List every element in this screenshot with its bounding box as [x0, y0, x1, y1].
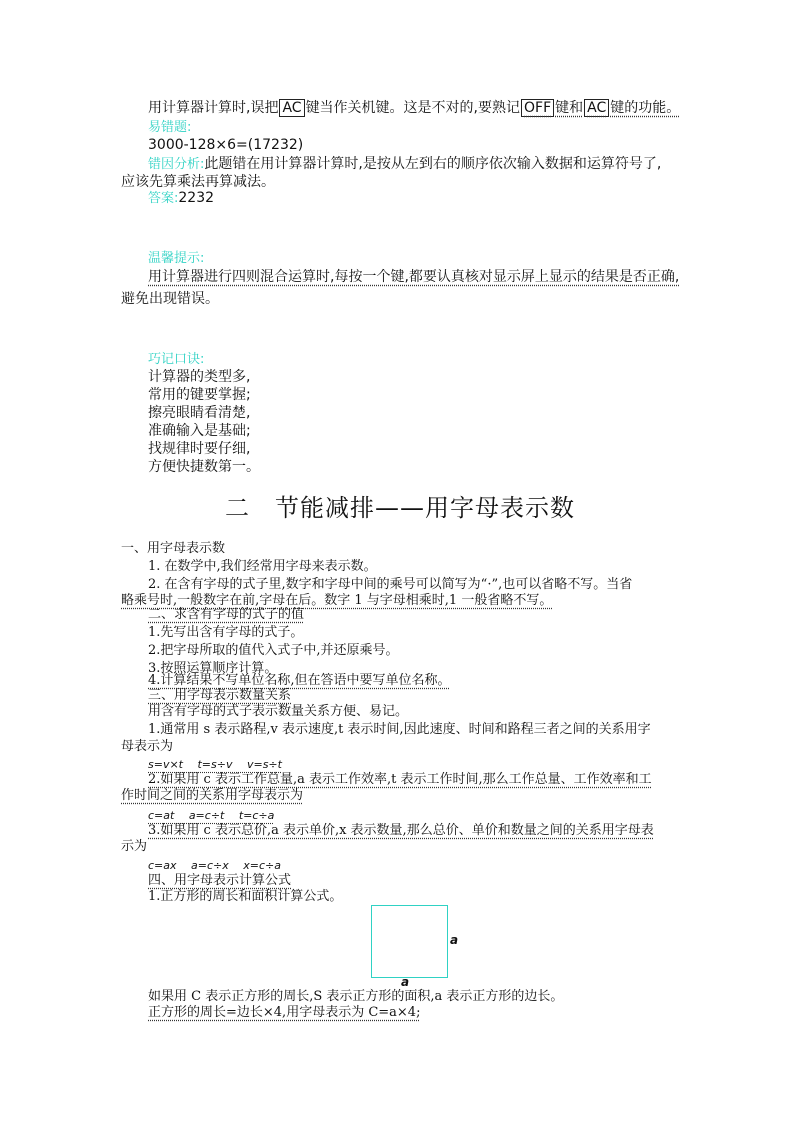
- section-2-item-4-text: 4.计算结果不写单位名称,但在答语中要写单位名称。: [148, 673, 451, 688]
- section-2-heading: [148, 605, 304, 624]
- chapter-title: 二 节能减排——用字母表示数: [225, 494, 575, 522]
- error-analysis-text: 此题错在用计算器计算时,是按从左到右的顺序依次输入数据和运算符号了,: [204, 156, 662, 172]
- warning-text-c: 键和: [555, 100, 584, 116]
- square-diagram: [371, 905, 448, 978]
- tip-text-cont: 避免出现错误。: [121, 291, 219, 307]
- off-key-box: OFF: [521, 99, 554, 117]
- section-1-p2b: 略乘号时,一般数字在前,字母在后。数字 1 与字母相乘时,1 一般省略不写。: [121, 593, 553, 608]
- tip-label: 温馨提示:: [148, 251, 205, 266]
- ac-key-box: AC: [279, 99, 304, 117]
- section-3-i2-text: 2.如果用 c 表示工作总量,a 表示工作效率,t 表示工作时间,那么工作总量、工作效率和工: [148, 772, 652, 787]
- tip-text-1: 用计算器进行四则混合运算时,每按一个键,都要认真核对显示屏上显示的结果是否正确,: [148, 269, 680, 285]
- section-2-item-1: 1.先写出含有字母的式子。: [148, 625, 304, 640]
- section-3-i2b-text: 作时间之间的关系用字母表示为: [121, 788, 304, 803]
- rhyme-line-2: 常用的键要掌握;: [148, 387, 251, 403]
- square-side-label-bottom: a: [401, 975, 410, 989]
- rhyme-label: 巧记口诀:: [148, 352, 205, 367]
- square-perimeter-text: 正方形的周长=边长×4,用字母表示为 C=a×4;: [148, 1005, 421, 1020]
- section-3-i3-cont: 示为: [121, 839, 148, 854]
- formula-work-text: c=at a=c÷t t=c÷a: [148, 809, 275, 822]
- square-perimeter: [148, 1003, 420, 1022]
- section-2-item-3: 3.按照运算顺序计算。: [148, 661, 278, 676]
- section-2-heading-text: 二、求含有字母的式子的值: [148, 607, 305, 622]
- section-3-i1: 1.通常用 s 表示路程,v 表示速度,t 表示时间,因此速度、时间和路程三者之间的关系用字: [148, 722, 651, 737]
- rhyme-line-5: 找规律时要仔细,: [148, 441, 251, 457]
- formula-distance-text: s=v×t t=s÷v v=s÷t: [148, 758, 282, 771]
- calculator-warning-line: [148, 99, 680, 118]
- section-4-heading-text: 四、用字母表示计算公式: [148, 873, 292, 888]
- error-question-label: 易错题:: [148, 120, 192, 135]
- section-1-p1: 1. 在数学中,我们经常用字母来表示数。: [148, 559, 377, 574]
- section-1-heading: 一、用字母表示数: [121, 541, 226, 556]
- answer-value: 2232: [178, 190, 215, 206]
- error-analysis-cont: 应该先算乘法再算减法。: [121, 174, 275, 190]
- ac-key-box-2: AC: [584, 99, 609, 117]
- section-3-intro: 用含有字母的式子表示数量关系方便、易记。: [148, 704, 409, 719]
- section-3-i2-cont: [121, 786, 303, 805]
- square-description: 如果用 C 表示正方形的周长,S 表示正方形的面积,a 表示正方形的边长。: [148, 989, 564, 1004]
- rhyme-line-6: 方便快捷数第一。: [148, 459, 260, 475]
- section-3-i3: [148, 821, 654, 840]
- square-side-label-right: a: [450, 933, 459, 947]
- section-3-i3-text: 3.如果用 c 表示总价,a 表示单价,x 表示数量,那么总价、单价和数量之间的关系用字母表: [148, 823, 654, 838]
- section-2-item-2: 2.把字母所取的值代入式子中,并还原乘号。: [148, 643, 399, 658]
- warning-text-b: 键当作关机键。这是不对的,要熟记: [305, 100, 521, 116]
- tip-text: [148, 268, 679, 287]
- section-1-p2: 2. 在含有字母的式子里,数字和字母中间的乘号可以简写为“·”,也可以省略不写。当省: [148, 577, 633, 592]
- warning-text-d: 键的功能。: [610, 100, 681, 116]
- section-3-heading-text: 三、用字母表示数量关系: [148, 688, 292, 703]
- rhyme-line-3: 擦亮眼睛看清楚,: [148, 405, 251, 421]
- formula-price: c=ax a=c÷x x=c÷a: [148, 859, 281, 872]
- error-question: 3000-128×6=(17232): [148, 137, 304, 153]
- error-analysis-label: 错因分析:: [148, 157, 205, 172]
- answer-line: [148, 189, 214, 208]
- warning-text-a: 用计算器计算时,误把: [148, 100, 279, 116]
- rhyme-line-4: 准确输入是基础;: [148, 423, 251, 439]
- answer-label: 答案:: [148, 191, 179, 206]
- rhyme-line-1: 计算器的类型多,: [148, 369, 251, 385]
- section-4-i1: 1.正方形的周长和面积计算公式。: [148, 889, 343, 904]
- error-analysis-line: [148, 155, 661, 174]
- section-3-i1-cont: 母表示为: [121, 739, 174, 754]
